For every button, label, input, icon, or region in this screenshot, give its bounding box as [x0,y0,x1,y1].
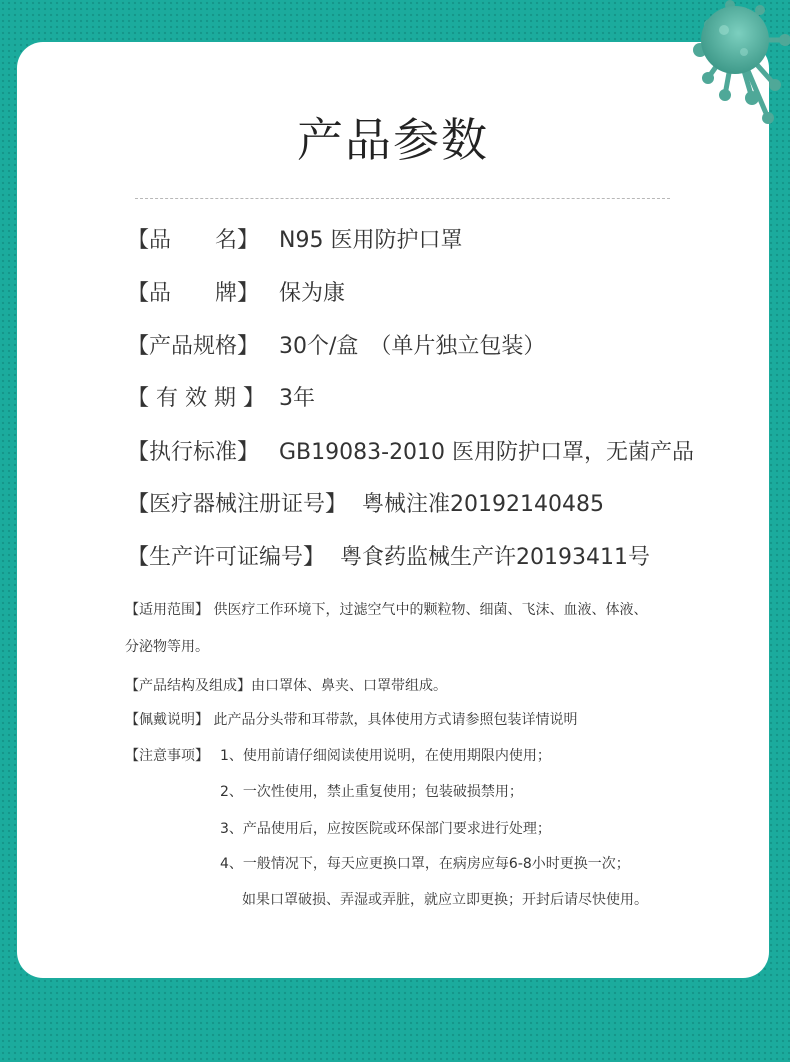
note-scope-line1: 【适用范围】 供医疗工作环境下，过滤空气中的颗粒物、细菌、飞沫、血液、体液、 [125,602,648,618]
page-title: 产品参数 [297,113,489,167]
spec-row-standard [127,438,694,468]
note-caution-item: 4、一般情况下，每天应更换口罩，在病房应每6-8小时更换一次； [220,856,630,872]
spec-value: 粤械注准20192140485 [362,492,604,517]
spec-row-validity [127,384,315,414]
note-scope-line2: 分泌物等用。 [125,639,209,655]
note-caution-label: 【注意事项】 [125,748,209,764]
note-caution-item: 如果口罩破损、弄湿或弄脏，就应立即更换；开封后请尽快使用。 [242,892,648,908]
spec-row-registration [127,490,604,520]
spec-value: GB19083-2010 医用防护口罩，无菌产品 [279,440,695,465]
spec-value: N95 医用防护口罩 [279,228,463,253]
spec-row-specification [127,332,545,362]
spec-value: 30个/盒 （单片独立包装） [279,334,546,359]
spec-value: 保为康 [279,281,346,306]
spec-row-license [127,543,650,573]
note-structure: 【产品结构及组成】由口罩体、鼻夹、口罩带组成。 [125,678,447,694]
note-caution-item: 1、使用前请仔细阅读使用说明，在使用期限内使用； [220,748,551,764]
virus-illustration [640,0,790,145]
spec-value: 3年 [279,386,315,411]
spec-label: 【产品规格】 [127,334,260,359]
spec-value: 粤食药监械生产许20193411号 [340,545,650,570]
spec-label: 【医疗器械注册证号】 [127,492,348,517]
spec-label: 【品 牌】 [127,281,260,306]
spec-label: 【执行标准】 [127,440,260,465]
spec-label: 【品 名】 [127,228,260,253]
spec-label: 【生产许可证编号】 [127,545,326,570]
note-caution-item: 3、产品使用后，应按医院或环保部门要求进行处理； [220,821,551,837]
title-divider [135,198,670,199]
note-caution-item: 2、一次性使用，禁止重复使用；包装破损禁用； [220,784,523,800]
note-wearing: 【佩戴说明】 此产品分头带和耳带款，具体使用方式请参照包装详情说明 [125,712,578,728]
spec-row-brand [127,279,345,309]
spec-label: 【 有 效 期 】 [127,386,265,411]
spec-row-product-name [127,226,462,256]
parameter-card [17,42,769,978]
